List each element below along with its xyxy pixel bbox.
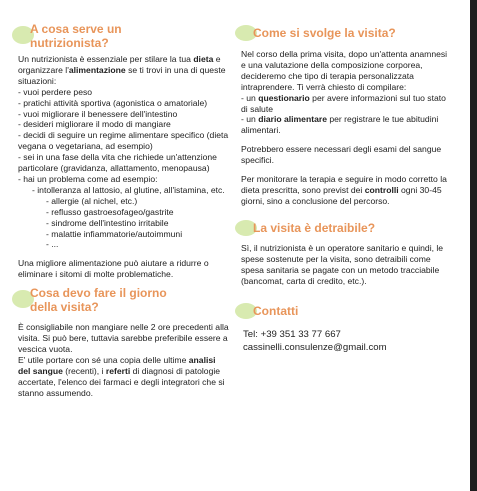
paragraph: È consigliabile non mangiare nelle 2 ore precedenti alla visita. Si può bere, tuttavia sarebbe preferibile essere a vescica vuota. — [18, 322, 229, 354]
list-item: - un diario alimentare per registrare le tue abitudini alimentari. — [241, 114, 439, 136]
contact-block — [241, 328, 453, 354]
list-item: - vuoi migliorare il benessere dell'intestino — [18, 108, 178, 119]
section-heading-svolgimento — [241, 26, 453, 40]
heading-line: nutrizionista? — [30, 36, 109, 50]
sub-list-item: - allergie (al nichel, etc.) — [46, 195, 138, 206]
section-heading-giorno-visita — [18, 286, 230, 314]
heading-line: della visita? — [30, 300, 99, 315]
sub-list-item: - intolleranza al lattosio, al glutine, all'istamina, etc. — [32, 184, 225, 195]
list-item: - vuoi perdere peso — [18, 86, 93, 97]
list-item: - sei in una fase della vita che richiede un'attenzione particolare (gravidanza, allattamento, menopausa) — [18, 152, 217, 174]
sub-list-item: - reflusso gastroesofageo/gastrite — [46, 206, 174, 217]
list-item: - desideri migliorare il modo di mangiare — [18, 119, 171, 130]
heading-line: La visita è detraibile? — [253, 220, 376, 235]
heading-line: A cosa serve un — [30, 22, 122, 36]
right-column — [241, 26, 453, 354]
closing-paragraph: Una migliore alimentazione può aiutare a ridurre o eliminare i sitomi di molte problematiche. — [18, 258, 209, 280]
heading-line: Contatti — [253, 304, 299, 319]
section-heading-detraibile — [241, 221, 453, 235]
section-heading-nutrizionista — [18, 22, 230, 50]
phone-number: Tel: +39 351 33 77 667 — [243, 329, 341, 341]
list-item: - hai un problema come ad esempio: — [18, 173, 158, 184]
paragraph: Sì, il nutrizionista è un operatore sanitario e quindi, le spese sostenute per la visita, sono detraibili come spesa sanitaria se pagate con un metodo tracciabile (bancomat, carta di credito, etc.). — [241, 242, 444, 286]
paragraph: Per monitorare la terapia e seguire in modo corretto la dieta prescritta, sono previst dei controlli ogni 30-45 giorni, sino a conclusione del percorso. — [241, 174, 447, 206]
section-heading-contatti — [241, 304, 453, 318]
paragraph: E' utile portare con sé una copia delle ultime analisi del sangue (recenti), i referti di diagnosi di patologie accertate, l'elenco dei farmaci e degli integratori che si stanno assumendo. — [18, 354, 225, 398]
list-item: - un questionario per avere informazioni sul tuo stato di salute — [241, 92, 446, 114]
paragraph: Nel corso della prima visita, dopo un'attenta anamnesi e una valutazione della composizione corporea, decideremo che tipo di terapia personalizzata intraprendere. Ti verrà chiesto di compilare: — [241, 49, 448, 92]
sub-list-item: - sindrome dell'intestino irritabile — [46, 217, 169, 228]
heading-line: Come si svolge la visita? — [253, 26, 396, 40]
sub-list-item: - ... — [46, 239, 59, 250]
list-item: - pratichi attività sportiva (agonistica o amatoriale) — [18, 97, 208, 108]
list-item: - decidi di seguire un regime alimentare specifico (dieta vegana o vegetariana, ad esempio) — [18, 130, 229, 152]
intro-paragraph: Un nutrizionista è essenziale per stilare la tua dieta e organizzare l'alimentazione se ti trovi in una di queste situazioni: — [18, 54, 226, 86]
left-column — [18, 22, 230, 398]
email-address: cassinelli.consulenze@gmail.com — [243, 342, 387, 354]
sub-list-item: - malattie infiammatorie/autoimmuni — [46, 228, 183, 239]
paragraph: Potrebbero essere necessari degli esami del sangue specifici. — [241, 144, 442, 166]
heading-line: Cosa devo fare il giorno — [30, 286, 167, 301]
page-edge — [470, 0, 477, 491]
